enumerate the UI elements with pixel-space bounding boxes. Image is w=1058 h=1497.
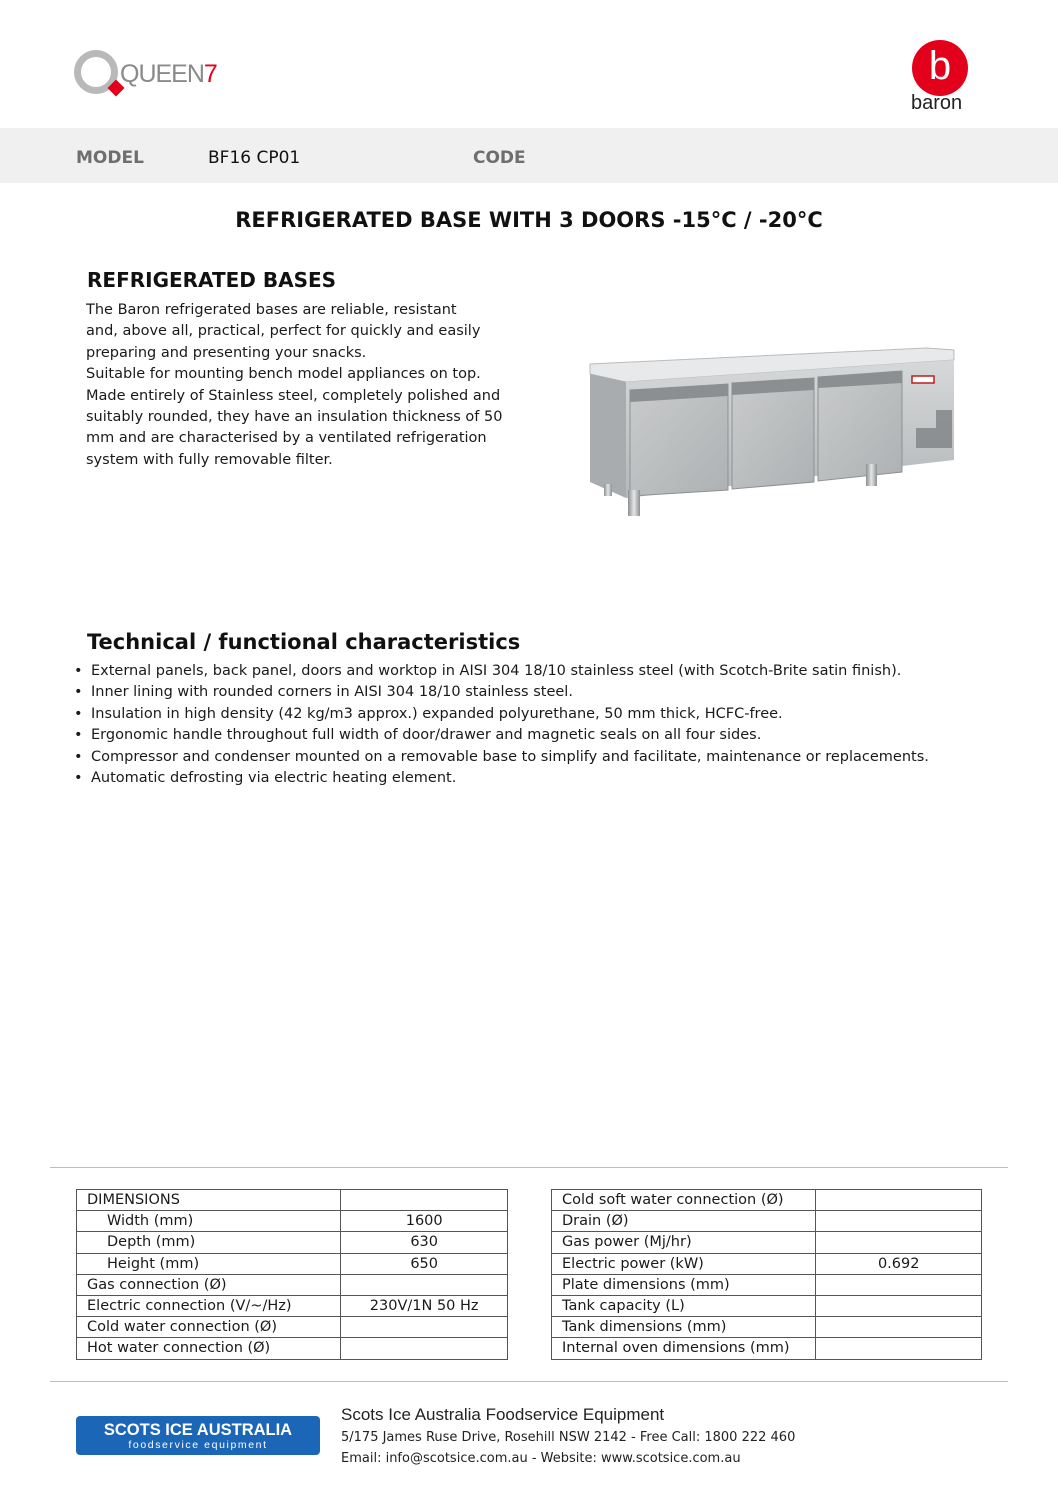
refrigerated-base-illustration <box>586 340 958 520</box>
section-heading-refrigerated-bases: REFRIGERATED BASES <box>87 268 337 292</box>
intro-line: system with fully removable filter. <box>86 451 333 468</box>
spec-value <box>816 1190 982 1211</box>
spec-label: Depth (mm) <box>77 1232 341 1253</box>
model-band <box>0 128 1058 183</box>
spec-value: 230V/1N 50 Hz <box>341 1295 508 1316</box>
spec-label: Cold water connection (Ø) <box>77 1317 341 1338</box>
vent-grille <box>936 410 952 448</box>
spec-label: Tank capacity (L) <box>552 1295 816 1316</box>
door-2 <box>732 378 814 489</box>
scots-ice-logo-title: SCOTS ICE AUSTRALIA <box>103 1421 293 1439</box>
list-item-text: External panels, back panel, doors and worktop in AISI 304 18/10 stainless steel (with Scotch-Brite satin finish). <box>91 663 902 679</box>
leg <box>604 484 612 496</box>
footer-address: 5/175 James Ruse Drive, Rosehill NSW 2142 - Free Call: 1800 222 460 <box>341 1430 796 1445</box>
spec-label: Gas power (Mj/hr) <box>552 1232 816 1253</box>
list-item <box>74 747 1034 768</box>
scots-ice-logo <box>76 1416 320 1455</box>
spec-value <box>341 1190 508 1211</box>
scots-ice-logo-subtitle: foodservice equipment <box>128 1439 268 1451</box>
spec-label: Electric power (kW) <box>552 1253 816 1274</box>
list-item-text: Insulation in high density (42 kg/m3 approx.) expanded polyurethane, 50 mm thick, HCFC-free. <box>91 705 783 722</box>
table-row <box>552 1190 982 1211</box>
intro-line: suitably rounded, they have an insulation thickness of 50 <box>86 409 503 426</box>
spec-table-left <box>76 1189 508 1360</box>
list-item-text: Ergonomic handle throughout full width of door/drawer and magnetic seals on all four sides. <box>91 727 762 744</box>
spec-label: DIMENSIONS <box>77 1190 341 1211</box>
spec-label: Hot water connection (Ø) <box>77 1338 341 1359</box>
product-image <box>586 340 958 520</box>
spec-label: Internal oven dimensions (mm) <box>552 1338 816 1359</box>
spec-value <box>816 1295 982 1316</box>
list-item-text: Inner lining with rounded corners in AISI 304 18/10 stainless steel. <box>91 684 573 701</box>
table-row <box>77 1232 508 1253</box>
control-display <box>912 376 934 383</box>
list-item <box>74 682 1034 703</box>
divider <box>50 1381 1008 1382</box>
spec-label: Height (mm) <box>77 1253 341 1274</box>
table-row <box>77 1253 508 1274</box>
queen7-logo <box>74 46 224 106</box>
spec-label: Tank dimensions (mm) <box>552 1317 816 1338</box>
spec-value <box>341 1274 508 1295</box>
baron-logo <box>906 40 976 115</box>
spec-label: Gas connection (Ø) <box>77 1274 341 1295</box>
list-item-text: Compressor and condenser mounted on a removable base to simplify and facilitate, maintenance or replacements. <box>91 748 929 765</box>
bullet-icon: • <box>74 684 83 701</box>
spec-value <box>341 1338 508 1359</box>
intro-line: and, above all, practical, perfect for quickly and easily <box>86 323 481 340</box>
bullet-icon: • <box>74 770 83 787</box>
spec-value <box>341 1317 508 1338</box>
bullet-icon: • <box>74 663 83 679</box>
spec-value <box>816 1317 982 1338</box>
intro-line: mm and are characterised by a ventilated refrigeration <box>86 430 487 447</box>
vent-grille <box>916 428 936 448</box>
baron-wordmark: baron <box>911 92 963 114</box>
list-item <box>74 704 1034 725</box>
list-item <box>74 661 1034 682</box>
intro-line: preparing and presenting your snacks. <box>86 344 367 361</box>
spec-label: Electric connection (V/~/Hz) <box>77 1295 341 1316</box>
section-heading-technical: Technical / functional characteristics <box>87 630 521 654</box>
leg <box>628 490 640 516</box>
spec-value <box>816 1211 982 1232</box>
queen7-wordmark-accent: 7 <box>203 60 217 88</box>
list-item <box>74 768 1034 789</box>
side-panel <box>590 374 626 498</box>
table-row <box>77 1211 508 1232</box>
code-label: CODE <box>473 148 526 168</box>
footer-contact: Email: info@scotsice.com.au - Website: www.scotsice.com.au <box>341 1451 741 1466</box>
intro-line: Suitable for mounting bench model appliances on top. <box>86 366 481 383</box>
spec-value: 630 <box>341 1232 508 1253</box>
spec-table-right <box>551 1189 982 1360</box>
spec-label: Drain (Ø) <box>552 1211 816 1232</box>
spec-value <box>816 1232 982 1253</box>
intro-paragraph <box>86 300 536 471</box>
bullet-icon: • <box>74 727 83 744</box>
table-row <box>77 1317 508 1338</box>
table-row <box>77 1295 508 1316</box>
spec-label: Plate dimensions (mm) <box>552 1274 816 1295</box>
table-row <box>77 1274 508 1295</box>
table-row <box>77 1190 508 1211</box>
spec-label: Cold soft water connection (Ø) <box>552 1190 816 1211</box>
footer-company: Scots Ice Australia Foodservice Equipment <box>341 1405 665 1424</box>
table-row <box>552 1274 982 1295</box>
table-row <box>552 1253 982 1274</box>
divider <box>50 1167 1008 1168</box>
model-value: BF16 CP01 <box>208 148 301 168</box>
bullet-icon: • <box>74 705 83 722</box>
bullet-icon: • <box>74 748 83 765</box>
queen7-wordmark <box>120 60 217 89</box>
model-label: MODEL <box>76 148 144 168</box>
list-item-text: Automatic defrosting via electric heating element. <box>91 770 457 787</box>
spec-label: Width (mm) <box>77 1211 341 1232</box>
spec-value <box>816 1274 982 1295</box>
table-row <box>552 1232 982 1253</box>
table-row <box>552 1211 982 1232</box>
table-row <box>77 1338 508 1359</box>
door-3 <box>818 371 902 481</box>
technical-list <box>74 661 1034 789</box>
intro-line: The Baron refrigerated bases are reliable, resistant <box>86 302 457 318</box>
leg <box>866 464 877 486</box>
spec-value <box>816 1338 982 1359</box>
table-row <box>552 1317 982 1338</box>
page-title: REFRIGERATED BASE WITH 3 DOORS -15°C / -20°C <box>235 208 823 232</box>
table-row <box>552 1295 982 1316</box>
table-row <box>552 1338 982 1359</box>
spec-value: 0.692 <box>816 1253 982 1274</box>
spec-value: 1600 <box>341 1211 508 1232</box>
intro-line: Made entirely of Stainless steel, completely polished and <box>86 387 501 404</box>
baron-b-icon: b <box>912 40 968 96</box>
queen7-wordmark-main: QUEEN <box>120 60 204 88</box>
spec-value: 650 <box>341 1253 508 1274</box>
list-item <box>74 725 1034 746</box>
